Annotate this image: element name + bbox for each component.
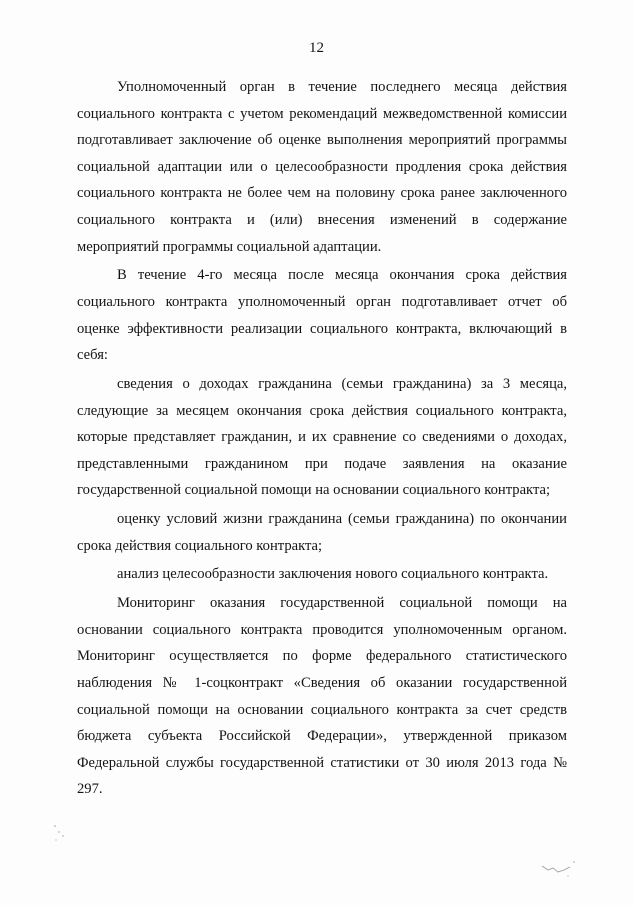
list-item-new-contract-analysis: анализ целесообразности заключения нового социального контракта. [117, 566, 549, 583]
paragraph-conclusion: Уполномоченный орган в течение последнего месяца действия социального контракта с учетом рекомендаций межведомственной комиссии подготавливает заключение об оценке выполнения мероприятий программы социальной адаптации или о целесообразности продления срока действия социального контракта не более чем на половину срока ранее заключенного социального контракта и (или) внесения изменений в содержание мероприятий программы социальной адаптации. [77, 79, 567, 255]
page-number: 12 [309, 40, 324, 56]
scan-speck-left [50, 822, 70, 846]
document-body [77, 74, 567, 805]
list-item-living-conditions: оценку условий жизни гражданина (семьи гражданина) по окончании срока действия социального контракта; [77, 511, 567, 554]
list-item-income-info: сведения о доходах гражданина (семьи гражданина) за 3 месяца, следующие за месяцем окончания срока действия социального контракта, которые представляет гражданин, и их сравнение со сведениями о доходах, представленными гражданином при подаче заявления на оказание государственной социальной помощи на основании социального контракта; [77, 375, 567, 499]
scan-speck-right [540, 858, 580, 882]
paragraph-monitoring: Мониторинг оказания государственной социальной помощи на основании социального контракта проводится уполномоченным органом. Мониторинг осуществляется по форме федерального статистического наблюдения № 1-соцконтракт «Сведения об оказании государственной социальной помощи на основании социального контракта за счет средств бюджета субъекта Российской Федерации», утвержденной приказом Федеральной службы государственной статистики от 30 июля 2013 года № 297. [77, 595, 567, 798]
paragraph-report: В течение 4-го месяца после месяца окончания срока действия социального контракта уполномоченный орган подготавливает отчет об оценке эффективности реализации социального контракта, включающий в себя: [77, 267, 567, 364]
